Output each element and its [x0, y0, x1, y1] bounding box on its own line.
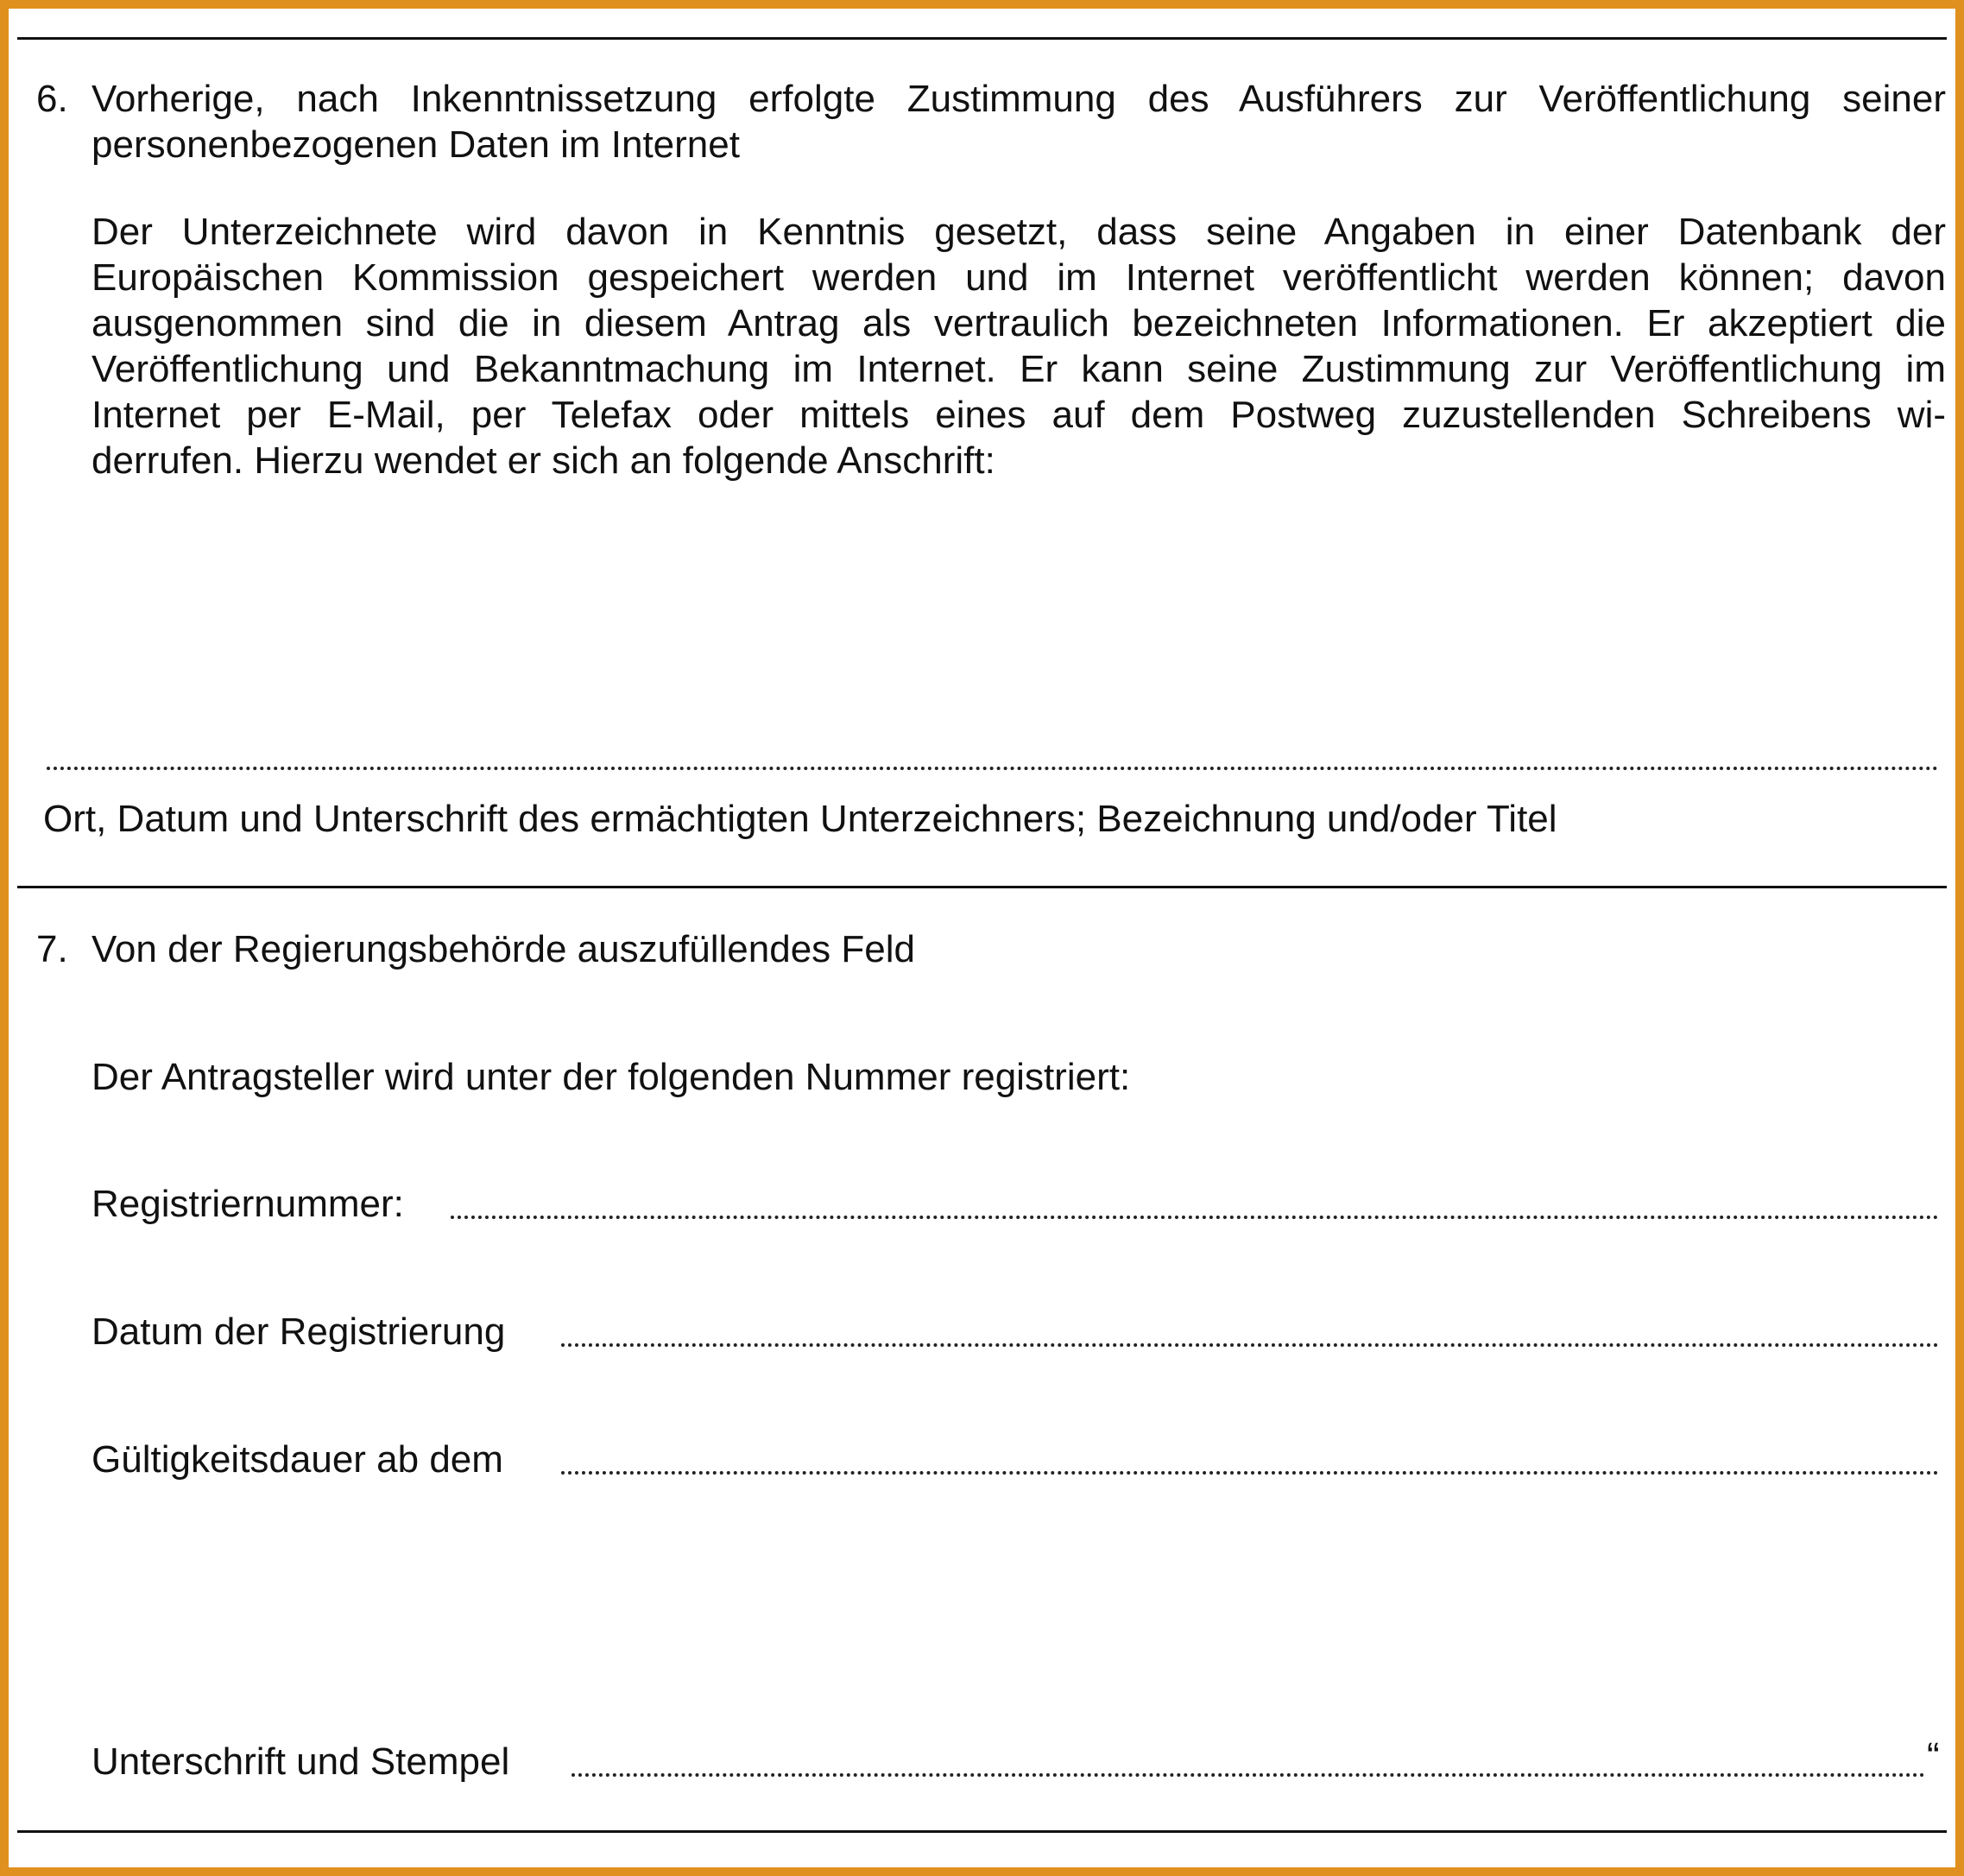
validity-label: Gültigkeitsdauer ab dem: [92, 1438, 503, 1481]
section-7-intro: Der Antragsteller wird unter der folgenden Nummer registriert:: [92, 1056, 1131, 1098]
bottom-rule: [17, 1830, 1947, 1833]
section-6-body: [92, 209, 1946, 483]
signature-line-section-6[interactable]: [47, 767, 1939, 770]
section-divider: [17, 886, 1947, 888]
section-6-title-line2: personenbezogenen Daten im Internet: [92, 123, 740, 166]
section-6-body-line: Veröffentlichung und Bekanntmachung im Internet. Er kann seine Zustimmung zur Veröffentlichung im: [92, 348, 1946, 390]
section-6-number: 6.: [36, 78, 68, 120]
signature-stamp-label: Unterschrift und Stempel: [92, 1740, 510, 1783]
registration-date-label: Datum der Registrierung: [92, 1311, 506, 1353]
section-7-number: 7.: [36, 928, 68, 970]
signature-stamp-field[interactable]: [572, 1773, 1925, 1777]
signature-caption: Ort, Datum und Unterschrift des ermächtigten Unterzeichners; Bezeichnung und/oder Titel: [43, 798, 1557, 840]
registration-number-label: Registriernummer:: [92, 1183, 404, 1225]
section-6-body-line: derrufen. Hierzu wendet er sich an folgende Anschrift:: [92, 439, 995, 482]
section-7-title: Von der Regierungsbehörde auszufüllendes Feld: [92, 928, 915, 970]
registration-date-field[interactable]: [561, 1343, 1939, 1347]
section-6-title-line1: Vorherige, nach Inkenntnissetzung erfolgte Zustimmung des Ausführers zur Veröffentlichung seiner: [92, 78, 1946, 120]
top-rule: [17, 37, 1947, 40]
validity-field[interactable]: [561, 1471, 1939, 1475]
section-6-body-line: Internet per E-Mail, per Telefax oder mittels eines auf dem Postweg zuzustellenden Schreibens wi-: [92, 394, 1946, 436]
closing-quote: “: [1927, 1735, 1940, 1778]
section-6-body-line: Europäischen Kommission gespeichert werden und im Internet veröffentlicht werden können; davon: [92, 256, 1946, 299]
section-6-body-line: ausgenommen sind die in diesem Antrag als vertraulich bezeichneten Informationen. Er akzeptiert die: [92, 302, 1946, 344]
registration-number-field[interactable]: [451, 1216, 1939, 1219]
section-6-title: [92, 76, 1946, 167]
section-6-body-line: Der Unterzeichnete wird davon in Kenntnis gesetzt, dass seine Angaben in einer Datenbank der: [92, 211, 1946, 253]
